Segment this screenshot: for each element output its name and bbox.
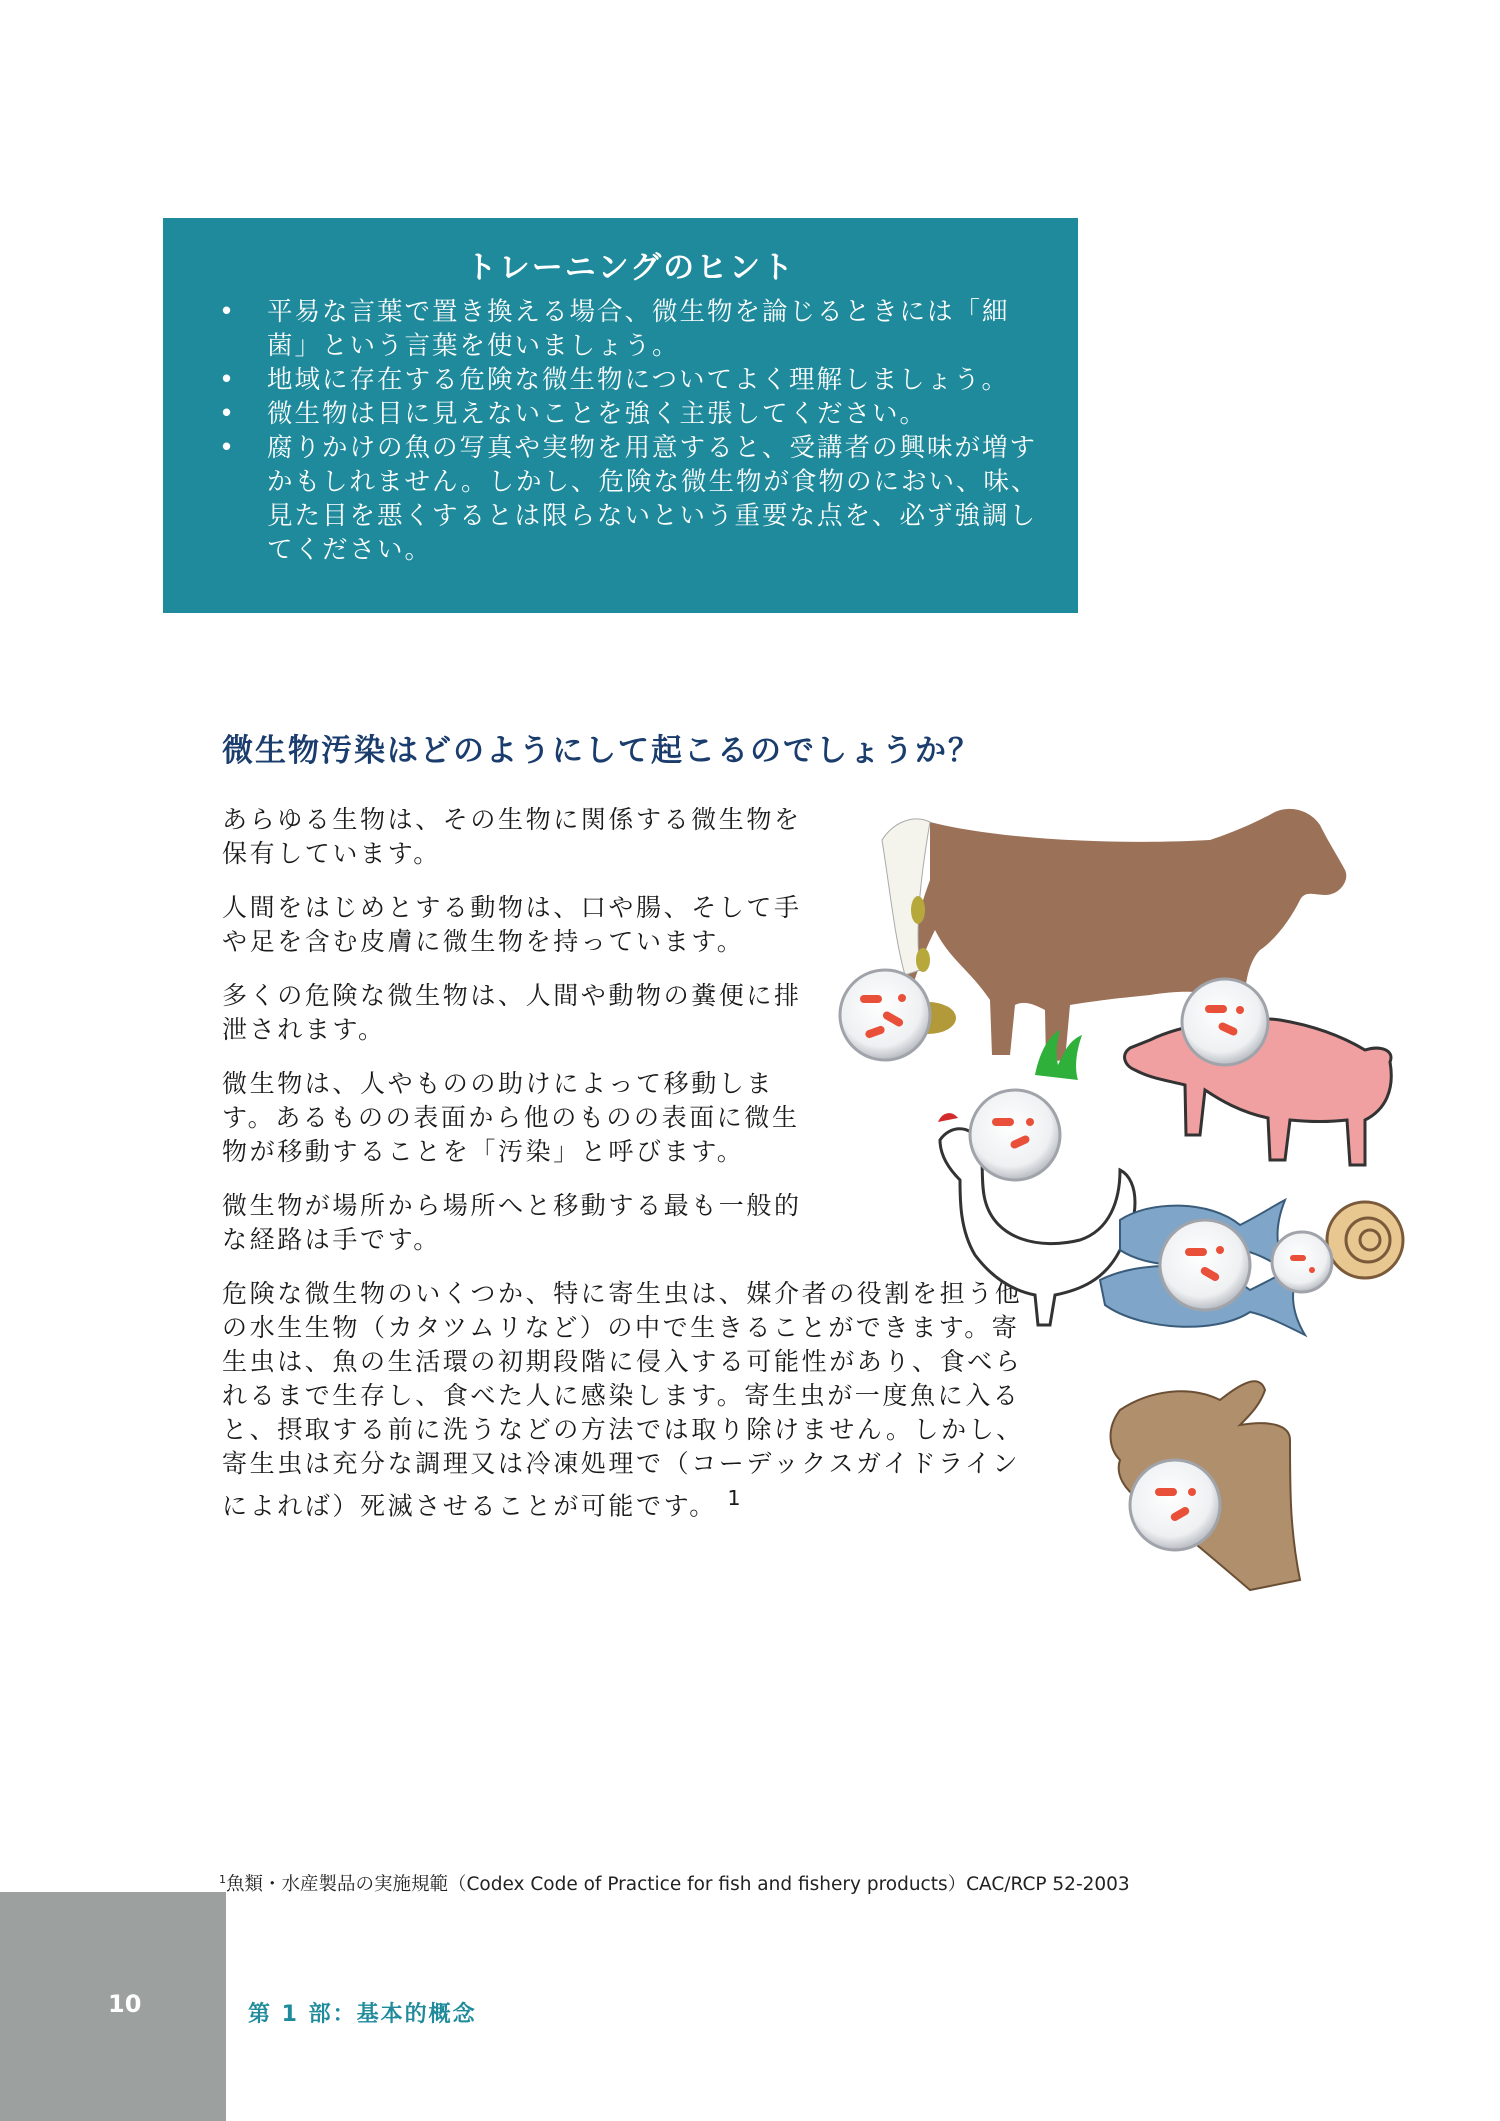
body-paragraph: 多くの危険な微生物は、人間や動物の糞便に排泄されます。 (222, 981, 802, 1044)
body-paragraph: 人間をはじめとする動物は、口や腸、そして手や足を含む皮膚に微生物を持っています。 (222, 893, 802, 956)
footnote-text: 魚類・水産製品の実施規範（Codex Code of Practice for fish and fishery products）CAC/RCP 52-2003 (226, 1874, 1130, 1895)
training-tips-list (211, 295, 1050, 567)
tip-item: • 地域に存在する危険な微生物についてよく理解しましょう。 (219, 365, 1009, 395)
chapter-label: 第 1 部：基本的概念 (248, 2002, 477, 2027)
contamination-illustration (820, 800, 1420, 1610)
body-paragraph: あらゆる生物は、その生物に関係する微生物を保有しています。 (222, 805, 802, 868)
footnote-marker: 1 (219, 1872, 226, 1886)
body-paragraph: 微生物が場所から場所へと移動する最も一般的な経路は手です。 (222, 1191, 802, 1254)
footnote-reference: 1 (727, 1486, 744, 1510)
body-paragraph-last: 危険な微生物のいくつか、特に寄生虫は、媒介者の役割を担う他の水生生物（カタツムリなど）の中で生きることができます。寄生虫は、魚の生活環の初期段階に侵入する可能性があり、食べられるまで生存し、食べた人に感染します。寄生虫が一度魚に入ると、摂取する前に洗うなどの方法では取り除けません。しかし、寄生虫は充分な調理又は冷凍処理で（コーデックスガイドラインによれば）死滅させることが可能です。 $^1$ (222, 1279, 1024, 1521)
training-tips-box (163, 218, 1078, 613)
tip-item: • 微生物は目に見えないことを強く主張してください。 (219, 399, 928, 429)
training-tips-title: トレーニングのヒント (465, 250, 796, 286)
body-paragraph: 微生物は、人やものの助けによって移動します。あるものの表面から他のものの表面に微生物が移動することを「汚染」と呼びます。 (222, 1069, 800, 1166)
section-heading: 微生物汚染はどのようにして起こるのでしょうか？ (222, 733, 981, 769)
page-number: 10 (108, 1990, 142, 2018)
tip-item: • 平易な言葉で置き換える場合、微生物を論じるときには「細菌」という言葉を使いましょう。 (219, 297, 1010, 361)
snail-icon (1327, 1202, 1403, 1278)
footnote (219, 1870, 1130, 1896)
tip-item: • 腐りかけの魚の写真や実物を用意すると、受講者の興味が増すかもしれません。しかし、危険な微生物が食物のにおい、味、見た目を悪くするとは限らないという重要な点を、必ず強調してください。 (219, 433, 1039, 565)
